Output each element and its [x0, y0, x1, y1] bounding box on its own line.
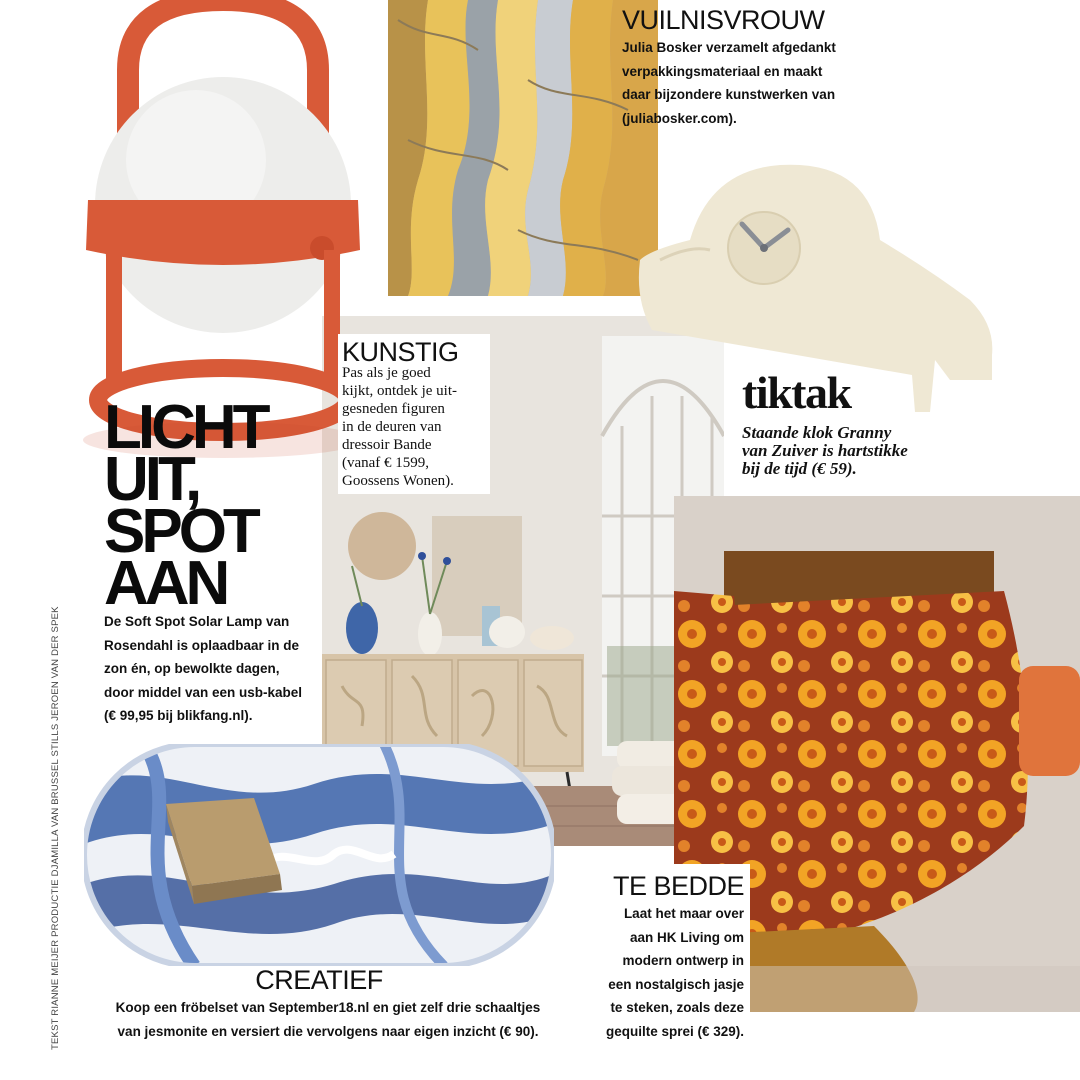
caption-line: een nostalgisch jasje — [608, 976, 744, 992]
tray-title: CREATIEF — [255, 965, 383, 995]
lamp-caption — [104, 610, 334, 728]
lamp-headline-line: UIT, — [104, 445, 199, 514]
caption-line: (juliabosker.com). — [622, 110, 737, 126]
caption-line: Laat het maar over — [623, 906, 744, 921]
caption-line: verpakkingsmateriaal en maakt — [622, 63, 823, 79]
lamp-headline-line: AAN — [104, 549, 227, 618]
lamp-headline-line: SPOT — [104, 497, 257, 566]
caption-line: Staande klok Granny — [742, 423, 892, 442]
caption-line: Goossens Wonen). — [342, 473, 454, 489]
caption-line: Julia Bosker verzamelt afgedankt — [622, 40, 836, 55]
dressoir-title: KUNSTIG — [342, 337, 459, 367]
caption-line: Pas als je goed — [342, 365, 431, 381]
caption-line: Koop een fröbelset van September18.nl en giet zelf drie schaaltjes — [115, 1000, 541, 1015]
caption-line: van Zuiver is hartstikke — [742, 441, 908, 460]
caption-line: modern ontwerp in — [622, 953, 744, 968]
caption-line: door middel van een usb-kabel — [104, 684, 303, 700]
artwork-photo — [388, 0, 658, 296]
caption-line: dressoir Bande — [342, 437, 432, 453]
clock-caption — [742, 424, 982, 478]
caption-line: daar bijzondere kunstwerken van — [622, 87, 836, 102]
caption-line: in de deuren van — [342, 419, 442, 435]
bed-caption — [594, 902, 744, 1043]
caption-line: te steken, zoals deze — [610, 1000, 744, 1015]
art-caption — [622, 36, 862, 130]
jesmonite-tray-photo — [84, 744, 554, 966]
caption-line: kijkt, ontdek je uit- — [342, 383, 457, 399]
artwork-illustration — [388, 0, 658, 296]
art-title: VUILNISVROUW — [622, 5, 825, 35]
caption-line: (€ 99,95 bij blikfang.nl). — [104, 708, 253, 723]
dressoir-caption — [342, 364, 490, 490]
photo-credit: TEKST RIANNE MEIJER PRODUCTIE DJAMILLA VAN BRUSSEL STILLS JEROEN VAN DER SPEK — [50, 606, 61, 1050]
caption-line: (vanaf € 1599, — [342, 455, 430, 471]
caption-line: bij de tijd (€ 59). — [742, 459, 857, 478]
caption-line: De Soft Spot Solar Lamp van — [104, 614, 290, 629]
tray-caption — [84, 996, 572, 1043]
clock-title: tiktak — [742, 367, 851, 418]
caption-line: zon én, op bewolkte dagen, — [104, 661, 280, 676]
tray-illustration — [84, 744, 554, 966]
bed-title: TE BEDDE — [612, 871, 744, 901]
caption-line: van jesmonite en versiert die vervolgens naar eigen inzicht (€ 90). — [117, 1023, 539, 1039]
lamp-headline — [104, 393, 294, 618]
caption-line: Rosendahl is oplaadbaar in de — [104, 637, 300, 653]
caption-line: gesneden figuren — [342, 401, 445, 417]
caption-line: aan HK Living om — [629, 929, 744, 945]
lamp-headline-line: LICHT — [104, 393, 267, 462]
caption-line: gequilte sprei (€ 329). — [605, 1023, 744, 1039]
